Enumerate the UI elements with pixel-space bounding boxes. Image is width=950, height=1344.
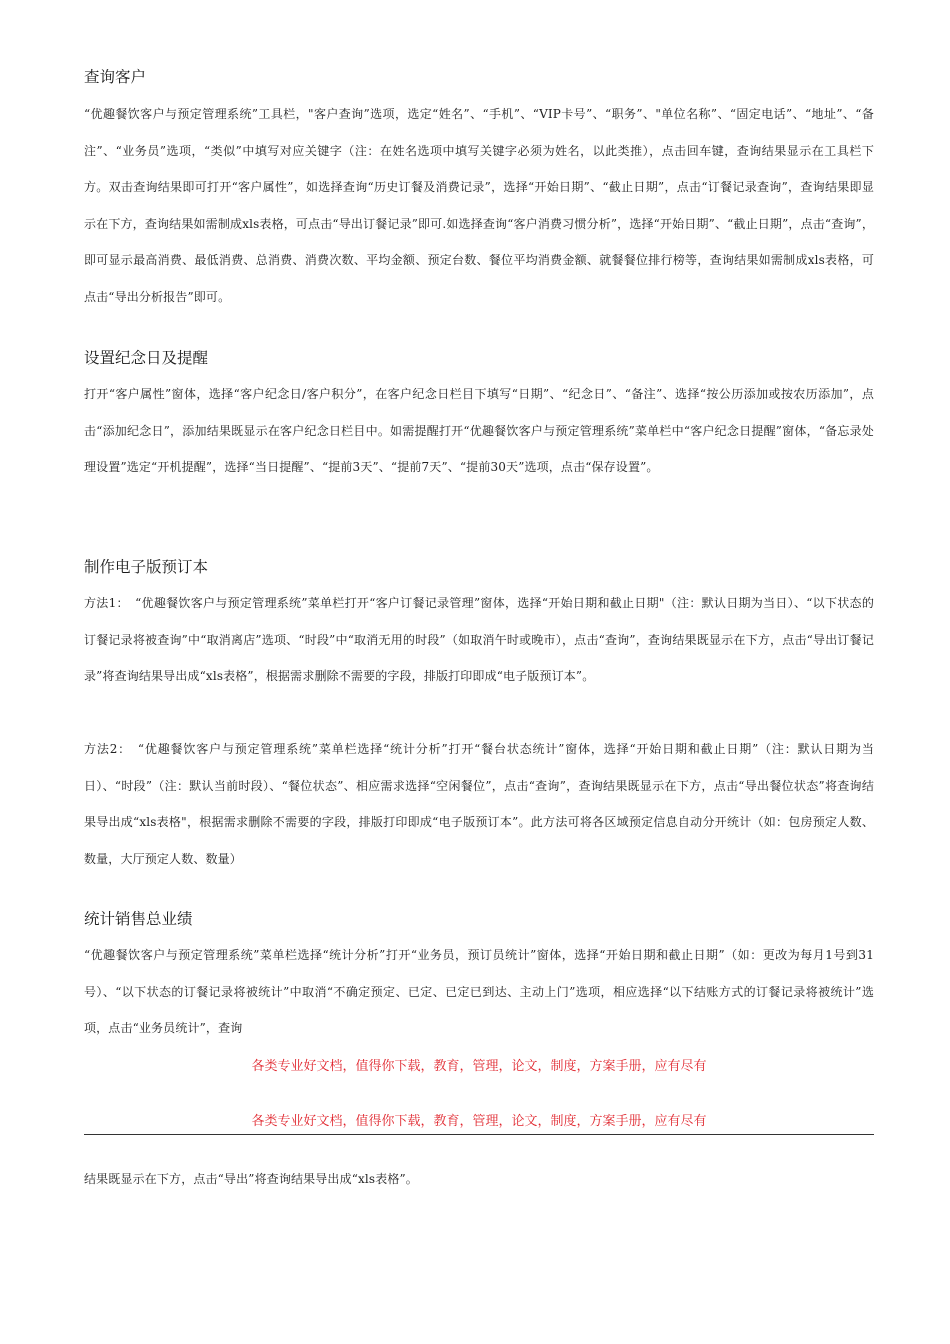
promo-banner-bottom: 各类专业好文档，值得你下载，教育，管理，论文，制度，方案手册，应有尽有: [251, 1114, 707, 1129]
promo-banner-top: 各类专业好文档，值得你下载，教育，管理，论文，制度，方案手册，应有尽有: [251, 1059, 707, 1074]
section-heading-query-customer: 查询客户: [84, 68, 147, 86]
section-paragraph-sales-stats: “优趣餐饮客户与预定管理系统”菜单栏选择“统计分析”打开“业务员，预订员统计”窗体，选择“开始日期和截止日期”（如：更改为每月1号到31号）、“以下状态的订餐记录将被统计”中取消“不确定预定、已定、已定已到达、主动上门”选项，相应选择“以下结账方式的订餐记录将被统计”选项，点击“业务员统计”，查询: [84, 948, 874, 1035]
section-heading-e-booking: 制作电子版预订本: [84, 558, 209, 576]
section-paragraph-method-1: 方法1： “优趣餐饮客户与预定管理系统”菜单栏打开“客户订餐记录管理”窗体，选择“开始日期和截止日期"（注：默认日期为当日）、“以下状态的订餐记录将被查询”中“取消离店”选项、“时段”中“取消无用的时段”（如取消午时或晚市），点击“查询”，查询结果既显示在下方，点击“导出订餐记录”将查询结果导出成“xls表格”，根据需求删除不需要的字段，排版打印即成“电子版预订本”。: [84, 596, 874, 683]
section-heading-anniversary: 设置纪念日及提醒: [84, 349, 209, 367]
section-heading-sales-stats: 统计销售总业绩: [84, 910, 193, 928]
continuation-paragraph: 结果既显示在下方，点击“导出”将查询结果导出成“xls表格”。: [84, 1172, 418, 1186]
section-paragraph-method-2: 方法2： “优趣餐饮客户与预定管理系统”菜单栏选择“统计分析”打开“餐台状态统计”窗体，选择“开始日期和截止日期”（注：默认日期为当日）、“时段”（注：默认当前时段）、“餐位状态”、相应需求选择“空闲餐位”，点击“查询”，查询结果既显示在下方，点击“导出餐位状态”将查询结果导出成“xls表格"，根据需求删除不需要的字段，排版打印即成“电子版预订本”。此方法可将各区域预定信息自动分开统计（如：包房预定人数、数量，大厅预定人数、数量）: [84, 742, 874, 866]
section-paragraph-anniversary: 打开“客户属性”窗体，选择“客户纪念日/客户积分”，在客户纪念日栏目下填写“日期”、“纪念日”、“备注”、选择“按公历添加或按农历添加”，点击“添加纪念日”，添加结果既显示在客户纪念日栏目中。如需提醒打开“优趣餐饮客户与预定管理系统”菜单栏中“客户纪念日提醒”窗体，“备忘录处理设置”选定“开机提醒”，选择“当日提醒”、“提前3天”、“提前7天”、“提前30天”选项，点击“保存设置”。: [84, 387, 874, 474]
section-paragraph-query-customer: “优趣餐饮客户与预定管理系统”工具栏，"客户查询”选项，选定“姓名”、“手机”、“VIP卡号”、“职务”、"单位名称”、“固定电话”、“地址”、“备注”、“业务员”选项，“类似”中填写对应关键字（注：在姓名选项中填写关键字必须为姓名，以此类推），点击回车键，查询结果显示在工具栏下方。双击查询结果即可打开“客户属性”，如选择查询“历史订餐及消费记录”，选择“开始日期”、“截止日期”，点击“订餐记录查询”，查询结果即显示在下方，查询结果如需制成xls表格，可点击“导出订餐记录”即可.如选择查询“客户消费习惯分析”，选择“开始日期”、“截止日期”，点击“查询”，即可显示最高消费、最低消费、总消费、消费次数、平均金额、预定台数、餐位平均消费金额、就餐餐位排行榜等，查询结果如需制成xls表格，可点击“导出分析报告”即可。: [84, 107, 874, 304]
page-divider: [84, 1134, 874, 1135]
